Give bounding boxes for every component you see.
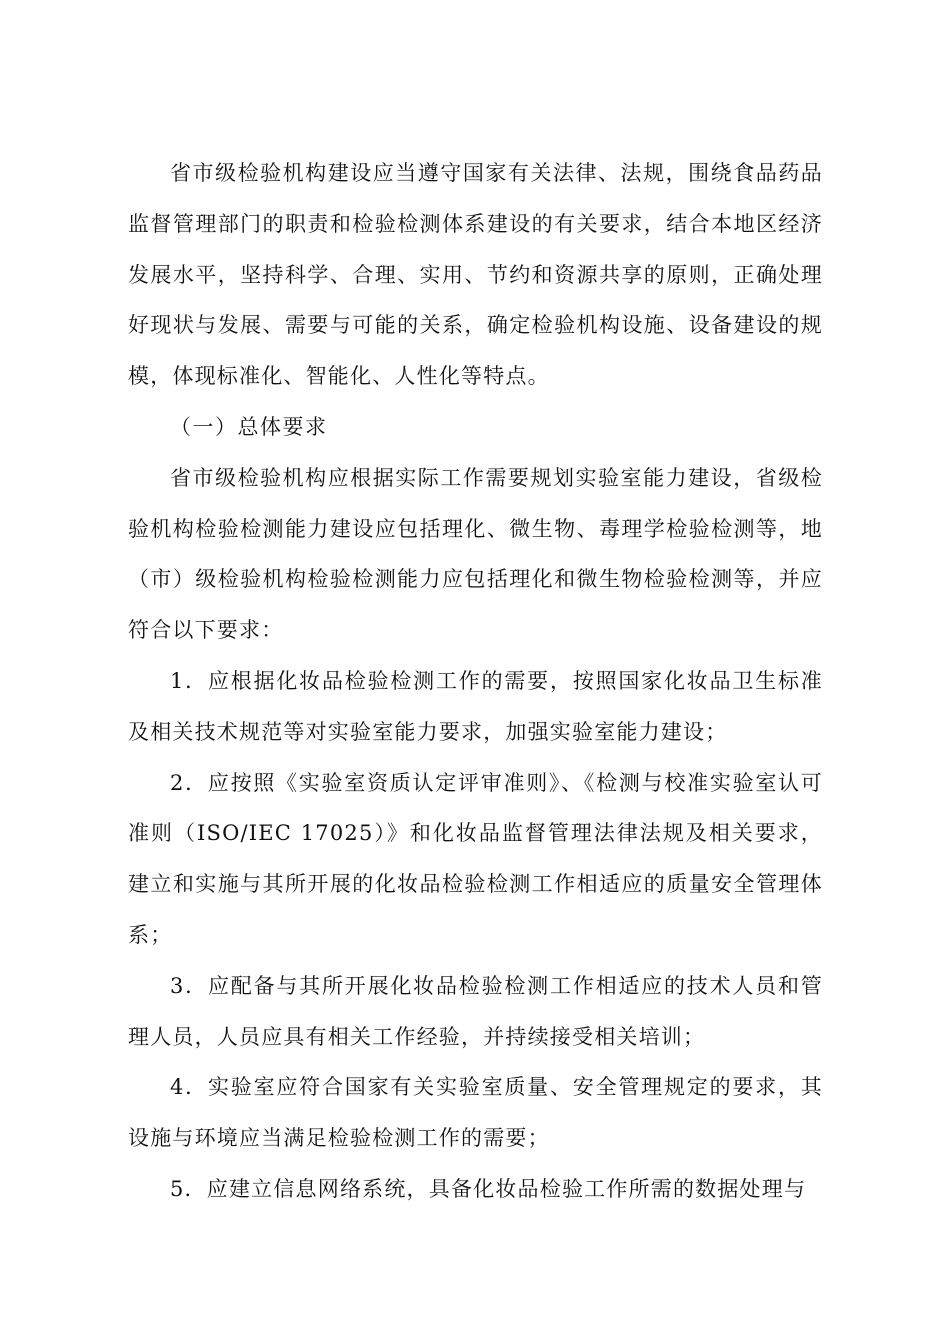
list-item-1: 1．应根据化妆品检验检测工作的需要，按照国家化妆品卫生标准及相关技术规范等对实验室能力要求，加强实验室能力建设； [128, 668, 823, 744]
list-item-4: 4．实验室应符合国家有关实验室质量、安全管理规定的要求，其设施与环境应当满足检验检测工作的需要； [128, 1075, 823, 1151]
section-heading-general-requirements: （一）总体要求 [170, 414, 328, 439]
list-item-5: 5．应建立信息网络系统，具备化妆品检验工作所需的数据处理与 [170, 1176, 807, 1201]
list-item-2: 2．应按照《实验室资质认定评审准则》、《检测与校准实验室认可准则（ISO/IEC 17025）》和化妆品监督管理法律法规及相关要求，建立和实施与其所开展的化妆品检验检测工作相适应的质量安全管理体系； [128, 770, 823, 947]
paragraph-capability-planning: 省市级检验机构应根据实际工作需要规划实验室能力建设，省级检验机构检验检测能力建设应包括理化、微生物、毒理学检验检测等，地（市）级检验机构检验检测能力应包括理化和微生物检验检测等，并应符合以下要求： [128, 465, 823, 643]
list-item-3: 3．应配备与其所开展化妆品检验检测工作相适应的技术人员和管理人员，人员应具有相关工作经验，并持续接受相关培训； [128, 973, 823, 1049]
document-body [128, 148, 823, 1215]
paragraph-intro: 省市级检验机构建设应当遵守国家有关法律、法规，围绕食品药品监督管理部门的职责和检验检测体系建设的有关要求，结合本地区经济发展水平，坚持科学、合理、实用、节约和资源共享的原则，正确处理好现状与发展、需要与可能的关系，确定检验机构设施、设备建设的规模，体现标准化、智能化、人性化等特点。 [128, 161, 823, 389]
